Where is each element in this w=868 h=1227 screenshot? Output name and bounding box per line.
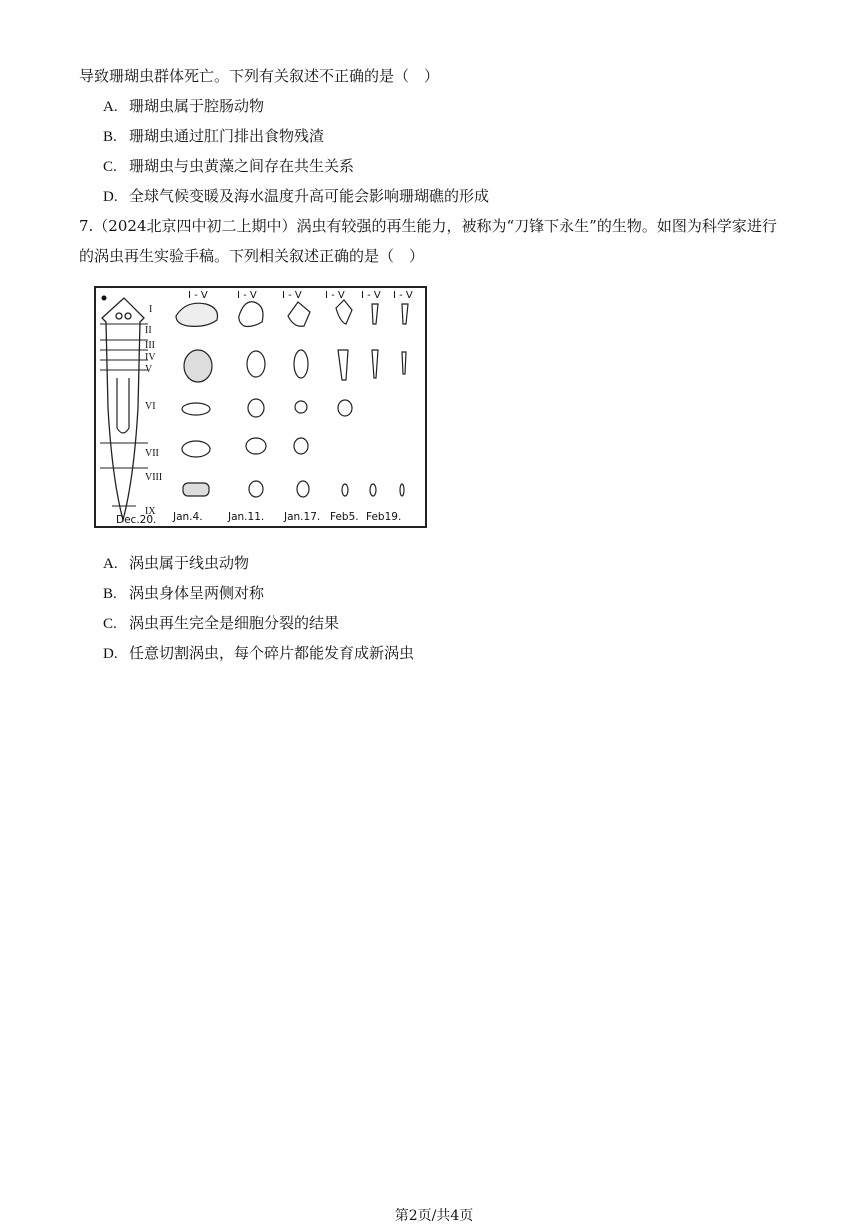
option-text: 全球气候变暖及海水温度升高可能会影响珊瑚礁的形成 (129, 187, 490, 205)
date-label: Feb5. (330, 511, 359, 523)
option-letter: B. (103, 129, 117, 145)
option-text: 任意切割涡虫，每个碎片都能发育成新涡虫 (129, 644, 415, 662)
fragment-row-2 (184, 350, 406, 382)
segment-label: III (145, 340, 155, 351)
planarian-body-outline (102, 298, 144, 520)
page-footer: 第2页/共4页 (394, 1208, 474, 1224)
column-header: I - V (393, 290, 413, 301)
option-letter: A. (103, 556, 118, 572)
column-header: I - V (237, 290, 257, 301)
segment-label: IV (145, 352, 156, 363)
planarian-regeneration-figure (94, 286, 427, 528)
fragment-row-3 (182, 399, 352, 417)
eyespot-icon (116, 313, 122, 319)
column-header: I - V (188, 290, 208, 301)
option-letter: B. (103, 586, 117, 602)
fragment-row-head (176, 300, 408, 327)
option-letter: D. (103, 646, 118, 662)
fragment-row-tail (183, 481, 404, 497)
q7-option-c[interactable] (103, 613, 339, 634)
segment-label: VIII (145, 472, 163, 483)
segment-label: IX (145, 506, 156, 517)
column-header: I - V (361, 290, 381, 301)
option-letter: C. (103, 616, 117, 632)
fragment-row-4 (182, 438, 308, 457)
q7-stem-line2: 的涡虫再生实验手稿。下列相关叙述正确的是（ ） (79, 247, 425, 265)
q6-option-a[interactable] (103, 96, 264, 117)
pharynx-outline (117, 378, 129, 433)
q6-option-c[interactable] (103, 156, 354, 177)
eyespot-icon (125, 313, 131, 319)
option-text: 珊瑚虫属于腔肠动物 (129, 97, 265, 115)
column-header: I - V (325, 290, 345, 301)
date-label: Feb19. (366, 511, 402, 523)
segment-label: I (149, 304, 153, 315)
q6-option-b[interactable] (103, 126, 324, 147)
option-text: 涡虫身体呈两侧对称 (129, 584, 265, 602)
segment-label: II (145, 325, 152, 336)
option-letter: A. (103, 99, 118, 115)
option-letter: D. (103, 189, 118, 205)
date-label: Jan.17. (284, 511, 321, 523)
segment-label: VII (145, 448, 159, 459)
corner-dot (102, 296, 107, 301)
segment-label: VI (145, 401, 156, 412)
q6-option-d[interactable] (103, 186, 489, 207)
q7-option-b[interactable] (103, 583, 264, 604)
date-label: Dec.20. (116, 514, 157, 526)
option-text: 涡虫属于线虫动物 (129, 554, 250, 572)
segment-label: V (145, 364, 153, 375)
option-text: 珊瑚虫与虫黄藻之间存在共生关系 (129, 157, 355, 175)
q7-option-d[interactable] (103, 643, 414, 664)
q7-option-a[interactable] (103, 553, 249, 574)
option-letter: C. (103, 159, 117, 175)
question-continuation: 导致珊瑚虫群体死亡。下列有关叙述不正确的是（ ） (79, 67, 440, 85)
column-header: I - V (282, 290, 302, 301)
option-text: 珊瑚虫通过肛门排出食物残渣 (129, 127, 325, 145)
figure-drawing (96, 288, 425, 526)
date-label: Jan.4. (173, 511, 203, 523)
q7-stem-line1: 7.（2024北京四中初二上期中）涡虫有较强的再生能力，被称为“刀锋下永生”的生物。如图为科学家进行 (79, 217, 777, 235)
date-label: Jan.11. (228, 511, 265, 523)
option-text: 涡虫再生完全是细胞分裂的结果 (129, 614, 340, 632)
